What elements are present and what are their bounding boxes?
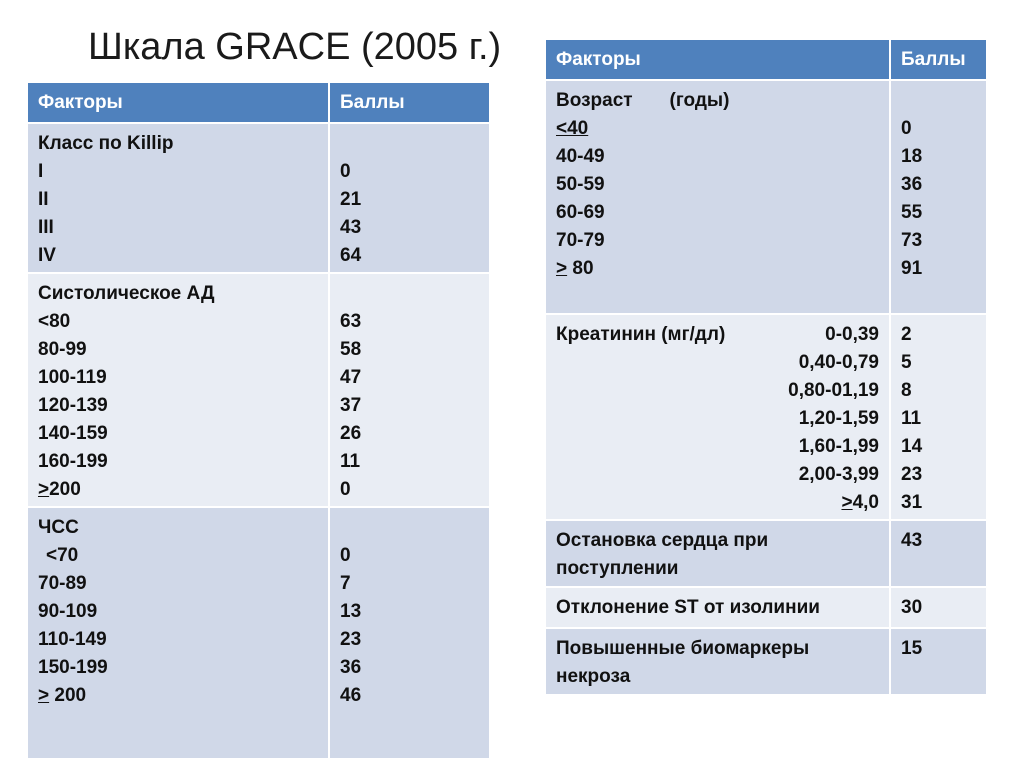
creatinine-points: 11 (901, 408, 922, 429)
creatinine-points: 31 (901, 492, 923, 513)
killip-points: 64 (340, 245, 362, 266)
hr-points: 0 (340, 545, 351, 566)
sbp-item: <80 (38, 311, 71, 332)
hr-item-gte (38, 682, 318, 710)
table-header-row (545, 39, 987, 80)
age-item: 60-69 (556, 202, 605, 223)
age-item: 80 (567, 258, 594, 279)
age-points: 0 (901, 118, 912, 139)
gte-symbol: > (556, 258, 568, 279)
sbp-item-gte (38, 476, 318, 504)
creatinine-points: 14 (901, 436, 923, 457)
creatinine-points-cell (890, 314, 987, 520)
age-item: 40-49 (556, 146, 605, 167)
sbp-item: 100-119 (38, 367, 107, 388)
killip-item: II (38, 189, 49, 210)
header-points: Баллы (329, 82, 490, 123)
hr-points: 13 (340, 601, 362, 622)
table-header-row (27, 82, 490, 123)
age-points: 55 (901, 202, 923, 223)
sbp-points: 0 (340, 479, 351, 500)
sbp-item: 120-139 (38, 395, 108, 416)
hr-points-cell (329, 507, 490, 759)
hr-points: 36 (340, 657, 362, 678)
creatinine-points: 5 (901, 352, 912, 373)
killip-item: III (38, 217, 54, 238)
header-points: Баллы (890, 39, 987, 80)
sbp-item: 160-199 (38, 451, 108, 472)
age-label: Возраст (годы) (556, 90, 730, 111)
hr-item: 150-199 (38, 657, 108, 678)
creatinine-range: 0,40-0,79 (798, 352, 879, 373)
hr-row (27, 507, 490, 759)
hr-factor-cell (27, 507, 329, 759)
sbp-factor-cell (27, 273, 329, 507)
header-factor: Факторы (545, 39, 890, 80)
hr-item: 200 (49, 685, 87, 706)
creatinine-range: 0,80-01,19 (788, 380, 879, 401)
grace-left-table (26, 81, 491, 760)
killip-item: IV (38, 245, 56, 266)
hr-item: <70 (46, 545, 79, 566)
sbp-points: 37 (340, 395, 362, 416)
creatinine-factor-cell (545, 314, 890, 520)
creatinine-points: 8 (901, 380, 912, 401)
hr-points: 23 (340, 629, 362, 650)
biomarkers-label: Повышенные биомаркеры некроза (545, 628, 890, 695)
hr-points: 46 (340, 685, 362, 706)
sbp-points: 11 (340, 451, 361, 472)
gte-symbol: > (38, 479, 50, 500)
age-item-gte (556, 255, 879, 283)
creatinine-range: 1,20-1,59 (798, 408, 879, 429)
st-label: Отклонение ST от изолинии (545, 587, 890, 628)
age-row (545, 80, 987, 314)
hr-item: 90-109 (38, 601, 98, 622)
creatinine-label: Креатинин (мг/дл) (556, 324, 726, 345)
sbp-points: 47 (340, 367, 362, 388)
biomarkers-row (545, 628, 987, 695)
creatinine-range: 1,60-1,99 (798, 436, 879, 457)
hr-points: 7 (340, 573, 351, 594)
age-points-cell (890, 80, 987, 314)
arrest-row (545, 520, 987, 587)
creatinine-points: 2 (901, 324, 912, 345)
age-item: 70-79 (556, 230, 605, 251)
sbp-points-cell (329, 273, 490, 507)
gte-symbol: > (841, 492, 853, 513)
creatinine-range: 0-0,39 (825, 324, 879, 345)
gte-symbol: > (38, 685, 50, 706)
age-points: 91 (901, 258, 923, 279)
st-points: 30 (890, 587, 987, 628)
hr-item: 70-89 (38, 573, 87, 594)
killip-label: Класс по Killip (38, 133, 174, 154)
killip-item: I (38, 161, 44, 182)
killip-points: 43 (340, 217, 362, 238)
sbp-item: 80-99 (38, 339, 87, 360)
killip-points: 21 (340, 189, 362, 210)
killip-points-cell (329, 123, 490, 273)
sbp-points: 26 (340, 423, 362, 444)
creatinine-row (545, 314, 987, 520)
age-factor-cell (545, 80, 890, 314)
grace-right-table (544, 38, 988, 696)
age-points: 73 (901, 230, 923, 251)
sbp-label: Систолическое АД (38, 283, 215, 304)
st-row (545, 587, 987, 628)
arrest-label: Остановка сердца при поступлении (545, 520, 890, 587)
sbp-item: 200 (49, 479, 81, 500)
creatinine-range-gte (556, 489, 879, 517)
arrest-points: 43 (890, 520, 987, 587)
sbp-item: 140-159 (38, 423, 108, 444)
age-points: 36 (901, 174, 923, 195)
page-title: Шкала GRACE (2005 г.) (88, 26, 502, 68)
killip-points: 0 (340, 161, 351, 182)
creatinine-range: 2,00-3,99 (798, 464, 879, 485)
age-item: 50-59 (556, 174, 605, 195)
creatinine-ranges (556, 321, 879, 517)
sbp-points: 63 (340, 311, 362, 332)
sbp-row (27, 273, 490, 507)
killip-row (27, 123, 490, 273)
sbp-points: 58 (340, 339, 362, 360)
age-item: <40 (556, 118, 589, 139)
biomarkers-points: 15 (890, 628, 987, 695)
age-points: 18 (901, 146, 923, 167)
creatinine-points: 23 (901, 464, 923, 485)
header-factor: Факторы (27, 82, 329, 123)
creatinine-range: 4,0 (852, 492, 879, 513)
hr-item: 110-149 (38, 629, 107, 650)
hr-label: ЧСС (38, 517, 79, 538)
killip-factor-cell (27, 123, 329, 273)
